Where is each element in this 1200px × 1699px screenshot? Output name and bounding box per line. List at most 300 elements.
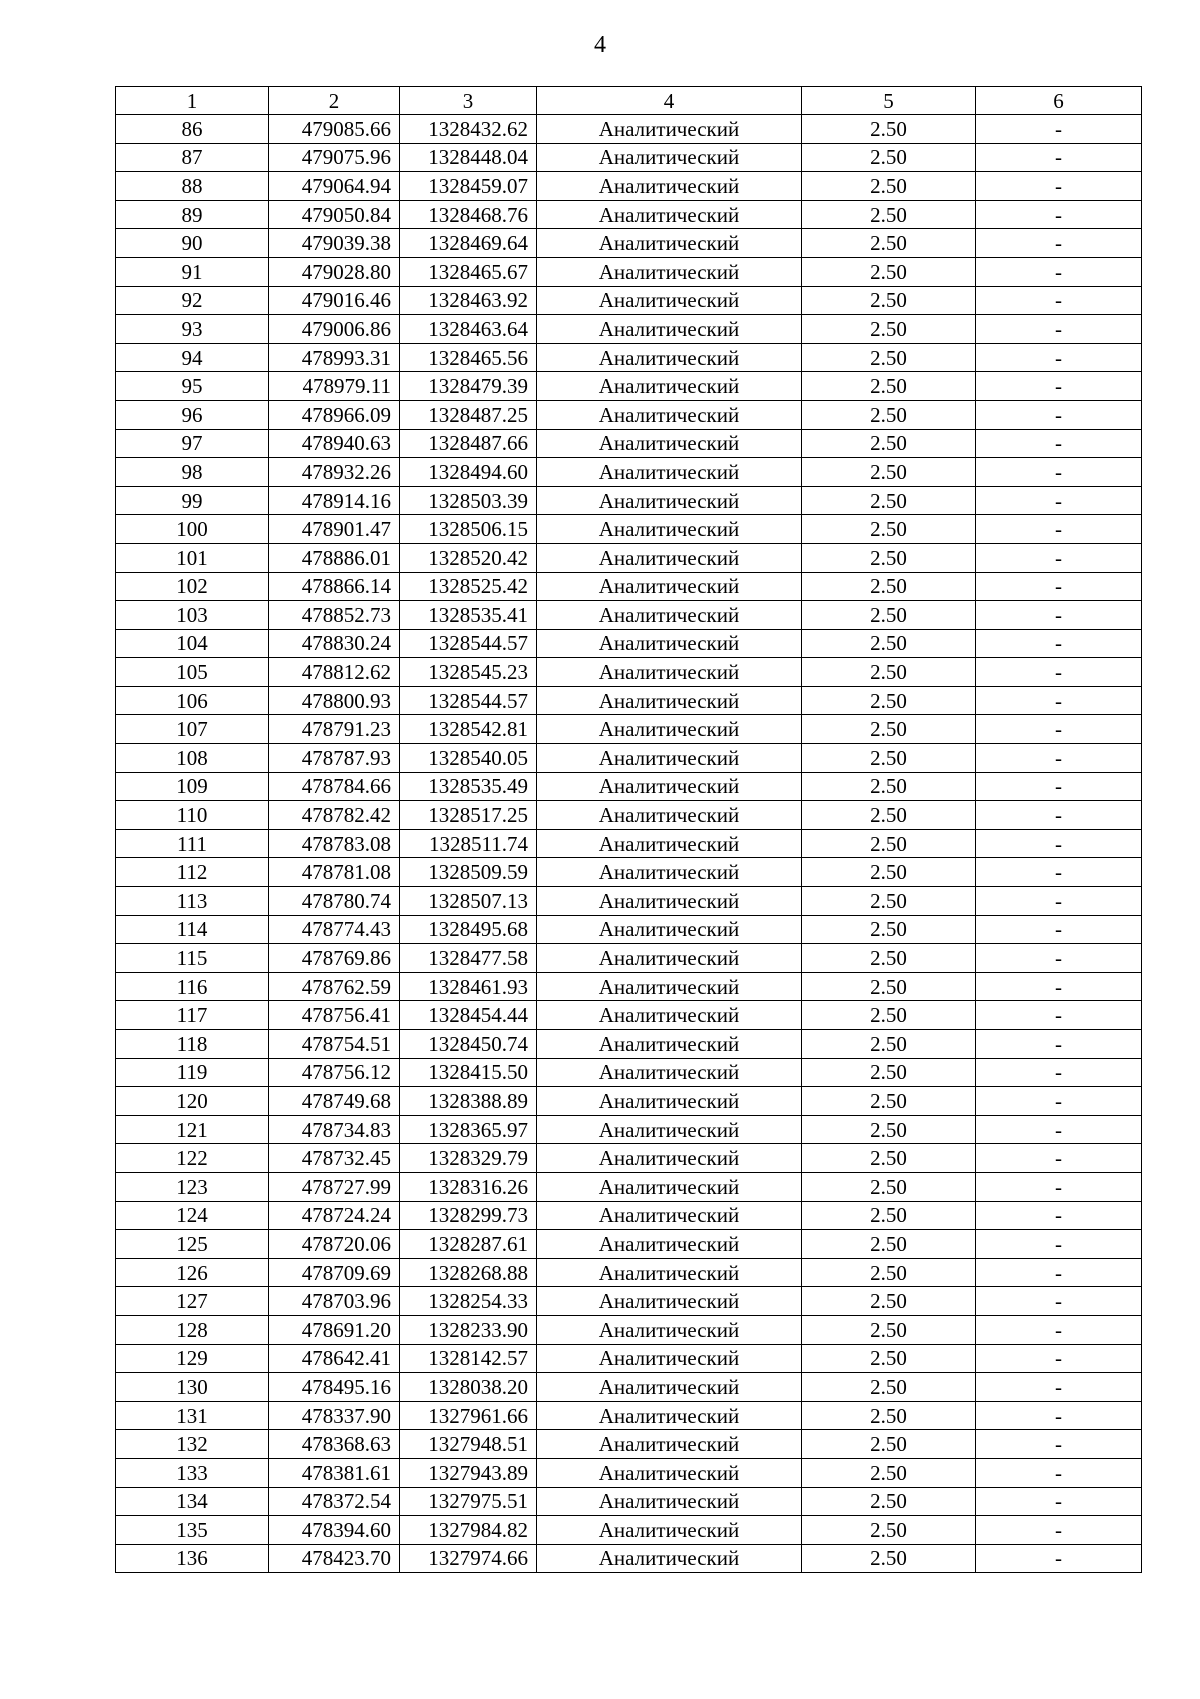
point-number-cell: 120: [116, 1087, 269, 1116]
accuracy-cell: 2.50: [802, 400, 976, 429]
point-number-cell: 114: [116, 915, 269, 944]
accuracy-cell: 2.50: [802, 572, 976, 601]
x-coordinate-cell: 478734.83: [269, 1115, 400, 1144]
remark-cell: -: [976, 172, 1142, 201]
y-coordinate-cell: 1328388.89: [400, 1087, 537, 1116]
method-cell: Аналитический: [537, 1258, 802, 1287]
point-number-cell: 95: [116, 372, 269, 401]
y-coordinate-cell: 1328487.66: [400, 429, 537, 458]
accuracy-cell: 2.50: [802, 1516, 976, 1545]
x-coordinate-cell: 479050.84: [269, 200, 400, 229]
accuracy-cell: 2.50: [802, 1344, 976, 1373]
method-cell: Аналитический: [537, 601, 802, 630]
column-header: 1: [116, 87, 269, 115]
x-coordinate-cell: 478762.59: [269, 972, 400, 1001]
table-row: [116, 944, 1142, 973]
x-coordinate-cell: 478337.90: [269, 1401, 400, 1430]
y-coordinate-cell: 1327984.82: [400, 1516, 537, 1545]
remark-cell: -: [976, 772, 1142, 801]
accuracy-cell: 2.50: [802, 1230, 976, 1259]
y-coordinate-cell: 1328487.25: [400, 400, 537, 429]
table-row: [116, 1087, 1142, 1116]
y-coordinate-cell: 1328469.64: [400, 229, 537, 258]
point-number-cell: 121: [116, 1115, 269, 1144]
point-number-cell: 125: [116, 1230, 269, 1259]
x-coordinate-cell: 478732.45: [269, 1144, 400, 1173]
table-row: [116, 286, 1142, 315]
point-number-cell: 133: [116, 1458, 269, 1487]
method-cell: Аналитический: [537, 972, 802, 1001]
x-coordinate-cell: 478830.24: [269, 629, 400, 658]
method-cell: Аналитический: [537, 315, 802, 344]
accuracy-cell: 2.50: [802, 315, 976, 344]
accuracy-cell: 2.50: [802, 1430, 976, 1459]
method-cell: Аналитический: [537, 458, 802, 487]
point-number-cell: 117: [116, 1001, 269, 1030]
x-coordinate-cell: 478423.70: [269, 1544, 400, 1573]
x-coordinate-cell: 478709.69: [269, 1258, 400, 1287]
x-coordinate-cell: 478993.31: [269, 343, 400, 372]
x-coordinate-cell: 479028.80: [269, 257, 400, 286]
method-cell: Аналитический: [537, 343, 802, 372]
y-coordinate-cell: 1328287.61: [400, 1230, 537, 1259]
remark-cell: -: [976, 1315, 1142, 1344]
remark-cell: -: [976, 744, 1142, 773]
table-row: [116, 1001, 1142, 1030]
x-coordinate-cell: 479075.96: [269, 143, 400, 172]
point-number-cell: 129: [116, 1344, 269, 1373]
accuracy-cell: 2.50: [802, 629, 976, 658]
coordinates-table: [115, 86, 1142, 1573]
accuracy-cell: 2.50: [802, 515, 976, 544]
table-row: [116, 1115, 1142, 1144]
table-row: [116, 972, 1142, 1001]
x-coordinate-cell: 478932.26: [269, 458, 400, 487]
remark-cell: -: [976, 1172, 1142, 1201]
x-coordinate-cell: 478800.93: [269, 686, 400, 715]
x-coordinate-cell: 478901.47: [269, 515, 400, 544]
accuracy-cell: 2.50: [802, 543, 976, 572]
point-number-cell: 99: [116, 486, 269, 515]
y-coordinate-cell: 1327943.89: [400, 1458, 537, 1487]
method-cell: Аналитический: [537, 486, 802, 515]
point-number-cell: 101: [116, 543, 269, 572]
table-row: [116, 801, 1142, 830]
point-number-cell: 118: [116, 1030, 269, 1059]
remark-cell: -: [976, 1087, 1142, 1116]
table-row: [116, 915, 1142, 944]
method-cell: Аналитический: [537, 801, 802, 830]
remark-cell: -: [976, 115, 1142, 144]
table-row: [116, 887, 1142, 916]
method-cell: Аналитический: [537, 1544, 802, 1573]
table-row: [116, 1430, 1142, 1459]
remark-cell: -: [976, 257, 1142, 286]
y-coordinate-cell: 1328268.88: [400, 1258, 537, 1287]
accuracy-cell: 2.50: [802, 1458, 976, 1487]
table-row: [116, 372, 1142, 401]
accuracy-cell: 2.50: [802, 143, 976, 172]
column-header: 4: [537, 87, 802, 115]
accuracy-cell: 2.50: [802, 1544, 976, 1573]
table-row: [116, 1058, 1142, 1087]
y-coordinate-cell: 1328507.13: [400, 887, 537, 916]
table-body: [116, 115, 1142, 1573]
method-cell: Аналитический: [537, 858, 802, 887]
y-coordinate-cell: 1328506.15: [400, 515, 537, 544]
remark-cell: -: [976, 1030, 1142, 1059]
point-number-cell: 124: [116, 1201, 269, 1230]
table-row: [116, 1172, 1142, 1201]
method-cell: Аналитический: [537, 115, 802, 144]
method-cell: Аналитический: [537, 715, 802, 744]
y-coordinate-cell: 1328535.49: [400, 772, 537, 801]
table-row: [116, 572, 1142, 601]
accuracy-cell: 2.50: [802, 286, 976, 315]
table-row: [116, 1487, 1142, 1516]
remark-cell: -: [976, 458, 1142, 487]
method-cell: Аналитический: [537, 1058, 802, 1087]
y-coordinate-cell: 1328316.26: [400, 1172, 537, 1201]
point-number-cell: 92: [116, 286, 269, 315]
point-number-cell: 126: [116, 1258, 269, 1287]
method-cell: Аналитический: [537, 1487, 802, 1516]
x-coordinate-cell: 479006.86: [269, 315, 400, 344]
y-coordinate-cell: 1328535.41: [400, 601, 537, 630]
point-number-cell: 111: [116, 829, 269, 858]
column-header: 2: [269, 87, 400, 115]
point-number-cell: 122: [116, 1144, 269, 1173]
point-number-cell: 105: [116, 658, 269, 687]
remark-cell: -: [976, 887, 1142, 916]
y-coordinate-cell: 1328544.57: [400, 629, 537, 658]
y-coordinate-cell: 1328450.74: [400, 1030, 537, 1059]
y-coordinate-cell: 1328477.58: [400, 944, 537, 973]
column-header: 5: [802, 87, 976, 115]
y-coordinate-cell: 1328465.56: [400, 343, 537, 372]
method-cell: Аналитический: [537, 1201, 802, 1230]
y-coordinate-cell: 1328509.59: [400, 858, 537, 887]
point-number-cell: 131: [116, 1401, 269, 1430]
table-row: [116, 1144, 1142, 1173]
accuracy-cell: 2.50: [802, 1144, 976, 1173]
x-coordinate-cell: 478781.08: [269, 858, 400, 887]
table-row: [116, 257, 1142, 286]
remark-cell: -: [976, 229, 1142, 258]
x-coordinate-cell: 478720.06: [269, 1230, 400, 1259]
remark-cell: -: [976, 972, 1142, 1001]
column-header: 6: [976, 87, 1142, 115]
method-cell: Аналитический: [537, 1344, 802, 1373]
table-row: [116, 715, 1142, 744]
table-row: [116, 1258, 1142, 1287]
x-coordinate-cell: 478727.99: [269, 1172, 400, 1201]
point-number-cell: 110: [116, 801, 269, 830]
remark-cell: -: [976, 801, 1142, 830]
remark-cell: -: [976, 143, 1142, 172]
accuracy-cell: 2.50: [802, 1201, 976, 1230]
remark-cell: -: [976, 686, 1142, 715]
point-number-cell: 108: [116, 744, 269, 773]
point-number-cell: 96: [116, 400, 269, 429]
point-number-cell: 132: [116, 1430, 269, 1459]
accuracy-cell: 2.50: [802, 858, 976, 887]
remark-cell: -: [976, 915, 1142, 944]
method-cell: Аналитический: [537, 543, 802, 572]
y-coordinate-cell: 1328448.04: [400, 143, 537, 172]
table-row: [116, 486, 1142, 515]
method-cell: Аналитический: [537, 1401, 802, 1430]
y-coordinate-cell: 1328415.50: [400, 1058, 537, 1087]
point-number-cell: 93: [116, 315, 269, 344]
x-coordinate-cell: 478691.20: [269, 1315, 400, 1344]
point-number-cell: 86: [116, 115, 269, 144]
x-coordinate-cell: 478769.86: [269, 944, 400, 973]
accuracy-cell: 2.50: [802, 257, 976, 286]
accuracy-cell: 2.50: [802, 658, 976, 687]
method-cell: Аналитический: [537, 1458, 802, 1487]
method-cell: Аналитический: [537, 1144, 802, 1173]
x-coordinate-cell: 479039.38: [269, 229, 400, 258]
y-coordinate-cell: 1328459.07: [400, 172, 537, 201]
remark-cell: -: [976, 1258, 1142, 1287]
remark-cell: -: [976, 372, 1142, 401]
point-number-cell: 94: [116, 343, 269, 372]
x-coordinate-cell: 478749.68: [269, 1087, 400, 1116]
point-number-cell: 87: [116, 143, 269, 172]
remark-cell: -: [976, 486, 1142, 515]
table-row: [116, 772, 1142, 801]
method-cell: Аналитический: [537, 744, 802, 773]
point-number-cell: 136: [116, 1544, 269, 1573]
remark-cell: -: [976, 400, 1142, 429]
x-coordinate-cell: 478724.24: [269, 1201, 400, 1230]
x-coordinate-cell: 478703.96: [269, 1287, 400, 1316]
y-coordinate-cell: 1328540.05: [400, 744, 537, 773]
remark-cell: -: [976, 315, 1142, 344]
point-number-cell: 107: [116, 715, 269, 744]
accuracy-cell: 2.50: [802, 1287, 976, 1316]
point-number-cell: 113: [116, 887, 269, 916]
accuracy-cell: 2.50: [802, 944, 976, 973]
table-row: [116, 1030, 1142, 1059]
accuracy-cell: 2.50: [802, 1373, 976, 1402]
remark-cell: -: [976, 343, 1142, 372]
y-coordinate-cell: 1328463.92: [400, 286, 537, 315]
x-coordinate-cell: 478784.66: [269, 772, 400, 801]
table-row: [116, 343, 1142, 372]
table-row: [116, 143, 1142, 172]
x-coordinate-cell: 478372.54: [269, 1487, 400, 1516]
point-number-cell: 134: [116, 1487, 269, 1516]
y-coordinate-cell: 1328465.67: [400, 257, 537, 286]
table-row: [116, 1315, 1142, 1344]
remark-cell: -: [976, 543, 1142, 572]
table-row: [116, 1458, 1142, 1487]
method-cell: Аналитический: [537, 172, 802, 201]
table-row: [116, 744, 1142, 773]
remark-cell: -: [976, 1430, 1142, 1459]
table-row: [116, 1201, 1142, 1230]
table-row: [116, 458, 1142, 487]
remark-cell: -: [976, 1373, 1142, 1402]
method-cell: Аналитический: [537, 286, 802, 315]
accuracy-cell: 2.50: [802, 601, 976, 630]
point-number-cell: 102: [116, 572, 269, 601]
method-cell: Аналитический: [537, 915, 802, 944]
x-coordinate-cell: 478368.63: [269, 1430, 400, 1459]
y-coordinate-cell: 1327961.66: [400, 1401, 537, 1430]
y-coordinate-cell: 1328461.93: [400, 972, 537, 1001]
x-coordinate-cell: 478787.93: [269, 744, 400, 773]
point-number-cell: 106: [116, 686, 269, 715]
remark-cell: -: [976, 515, 1142, 544]
remark-cell: -: [976, 1201, 1142, 1230]
method-cell: Аналитический: [537, 143, 802, 172]
y-coordinate-cell: 1328463.64: [400, 315, 537, 344]
method-cell: Аналитический: [537, 1315, 802, 1344]
method-cell: Аналитический: [537, 257, 802, 286]
remark-cell: -: [976, 1230, 1142, 1259]
y-coordinate-cell: 1327974.66: [400, 1544, 537, 1573]
remark-cell: -: [976, 829, 1142, 858]
method-cell: Аналитический: [537, 1001, 802, 1030]
x-coordinate-cell: 478495.16: [269, 1373, 400, 1402]
accuracy-cell: 2.50: [802, 172, 976, 201]
remark-cell: -: [976, 944, 1142, 973]
y-coordinate-cell: 1328544.57: [400, 686, 537, 715]
accuracy-cell: 2.50: [802, 887, 976, 916]
x-coordinate-cell: 478966.09: [269, 400, 400, 429]
accuracy-cell: 2.50: [802, 115, 976, 144]
accuracy-cell: 2.50: [802, 200, 976, 229]
table-row: [116, 1230, 1142, 1259]
point-number-cell: 104: [116, 629, 269, 658]
table-row: [116, 315, 1142, 344]
column-header: 3: [400, 87, 537, 115]
method-cell: Аналитический: [537, 572, 802, 601]
method-cell: Аналитический: [537, 1087, 802, 1116]
accuracy-cell: 2.50: [802, 1487, 976, 1516]
table-row: [116, 629, 1142, 658]
table-row: [116, 686, 1142, 715]
method-cell: Аналитический: [537, 658, 802, 687]
y-coordinate-cell: 1328495.68: [400, 915, 537, 944]
point-number-cell: 115: [116, 944, 269, 973]
accuracy-cell: 2.50: [802, 1030, 976, 1059]
y-coordinate-cell: 1328468.76: [400, 200, 537, 229]
x-coordinate-cell: 478756.12: [269, 1058, 400, 1087]
accuracy-cell: 2.50: [802, 343, 976, 372]
accuracy-cell: 2.50: [802, 801, 976, 830]
method-cell: Аналитический: [537, 887, 802, 916]
accuracy-cell: 2.50: [802, 229, 976, 258]
method-cell: Аналитический: [537, 200, 802, 229]
accuracy-cell: 2.50: [802, 715, 976, 744]
remark-cell: -: [976, 858, 1142, 887]
table-row: [116, 429, 1142, 458]
point-number-cell: 97: [116, 429, 269, 458]
table-row: [116, 601, 1142, 630]
table-row: [116, 858, 1142, 887]
point-number-cell: 127: [116, 1287, 269, 1316]
method-cell: Аналитический: [537, 1115, 802, 1144]
point-number-cell: 98: [116, 458, 269, 487]
remark-cell: -: [976, 1115, 1142, 1144]
x-coordinate-cell: 478381.61: [269, 1458, 400, 1487]
accuracy-cell: 2.50: [802, 1172, 976, 1201]
y-coordinate-cell: 1327948.51: [400, 1430, 537, 1459]
table-row: [116, 400, 1142, 429]
method-cell: Аналитический: [537, 1172, 802, 1201]
y-coordinate-cell: 1328365.97: [400, 1115, 537, 1144]
accuracy-cell: 2.50: [802, 744, 976, 773]
method-cell: Аналитический: [537, 944, 802, 973]
remark-cell: -: [976, 601, 1142, 630]
table-row: [116, 1344, 1142, 1373]
accuracy-cell: 2.50: [802, 915, 976, 944]
method-cell: Аналитический: [537, 686, 802, 715]
accuracy-cell: 2.50: [802, 486, 976, 515]
accuracy-cell: 2.50: [802, 1087, 976, 1116]
method-cell: Аналитический: [537, 229, 802, 258]
point-number-cell: 88: [116, 172, 269, 201]
point-number-cell: 103: [116, 601, 269, 630]
method-cell: Аналитический: [537, 629, 802, 658]
remark-cell: -: [976, 1287, 1142, 1316]
x-coordinate-cell: 478642.41: [269, 1344, 400, 1373]
method-cell: Аналитический: [537, 1287, 802, 1316]
point-number-cell: 89: [116, 200, 269, 229]
remark-cell: -: [976, 1516, 1142, 1545]
point-number-cell: 128: [116, 1315, 269, 1344]
accuracy-cell: 2.50: [802, 1258, 976, 1287]
y-coordinate-cell: 1328233.90: [400, 1315, 537, 1344]
x-coordinate-cell: 478852.73: [269, 601, 400, 630]
y-coordinate-cell: 1328142.57: [400, 1344, 537, 1373]
y-coordinate-cell: 1328299.73: [400, 1201, 537, 1230]
remark-cell: -: [976, 1058, 1142, 1087]
table-row: [116, 543, 1142, 572]
x-coordinate-cell: 478394.60: [269, 1516, 400, 1545]
method-cell: Аналитический: [537, 1230, 802, 1259]
remark-cell: -: [976, 1401, 1142, 1430]
x-coordinate-cell: 478812.62: [269, 658, 400, 687]
y-coordinate-cell: 1328511.74: [400, 829, 537, 858]
accuracy-cell: 2.50: [802, 429, 976, 458]
accuracy-cell: 2.50: [802, 372, 976, 401]
table-row: [116, 1401, 1142, 1430]
accuracy-cell: 2.50: [802, 458, 976, 487]
y-coordinate-cell: 1328494.60: [400, 458, 537, 487]
table-row: [116, 229, 1142, 258]
remark-cell: -: [976, 1344, 1142, 1373]
method-cell: Аналитический: [537, 1373, 802, 1402]
y-coordinate-cell: 1328517.25: [400, 801, 537, 830]
y-coordinate-cell: 1328329.79: [400, 1144, 537, 1173]
table-row: [116, 1544, 1142, 1573]
remark-cell: -: [976, 429, 1142, 458]
method-cell: Аналитический: [537, 1516, 802, 1545]
x-coordinate-cell: 478886.01: [269, 543, 400, 572]
table-header-row: [116, 87, 1142, 115]
point-number-cell: 112: [116, 858, 269, 887]
method-cell: Аналитический: [537, 400, 802, 429]
y-coordinate-cell: 1328520.42: [400, 543, 537, 572]
table-row: [116, 172, 1142, 201]
remark-cell: -: [976, 1487, 1142, 1516]
remark-cell: -: [976, 658, 1142, 687]
